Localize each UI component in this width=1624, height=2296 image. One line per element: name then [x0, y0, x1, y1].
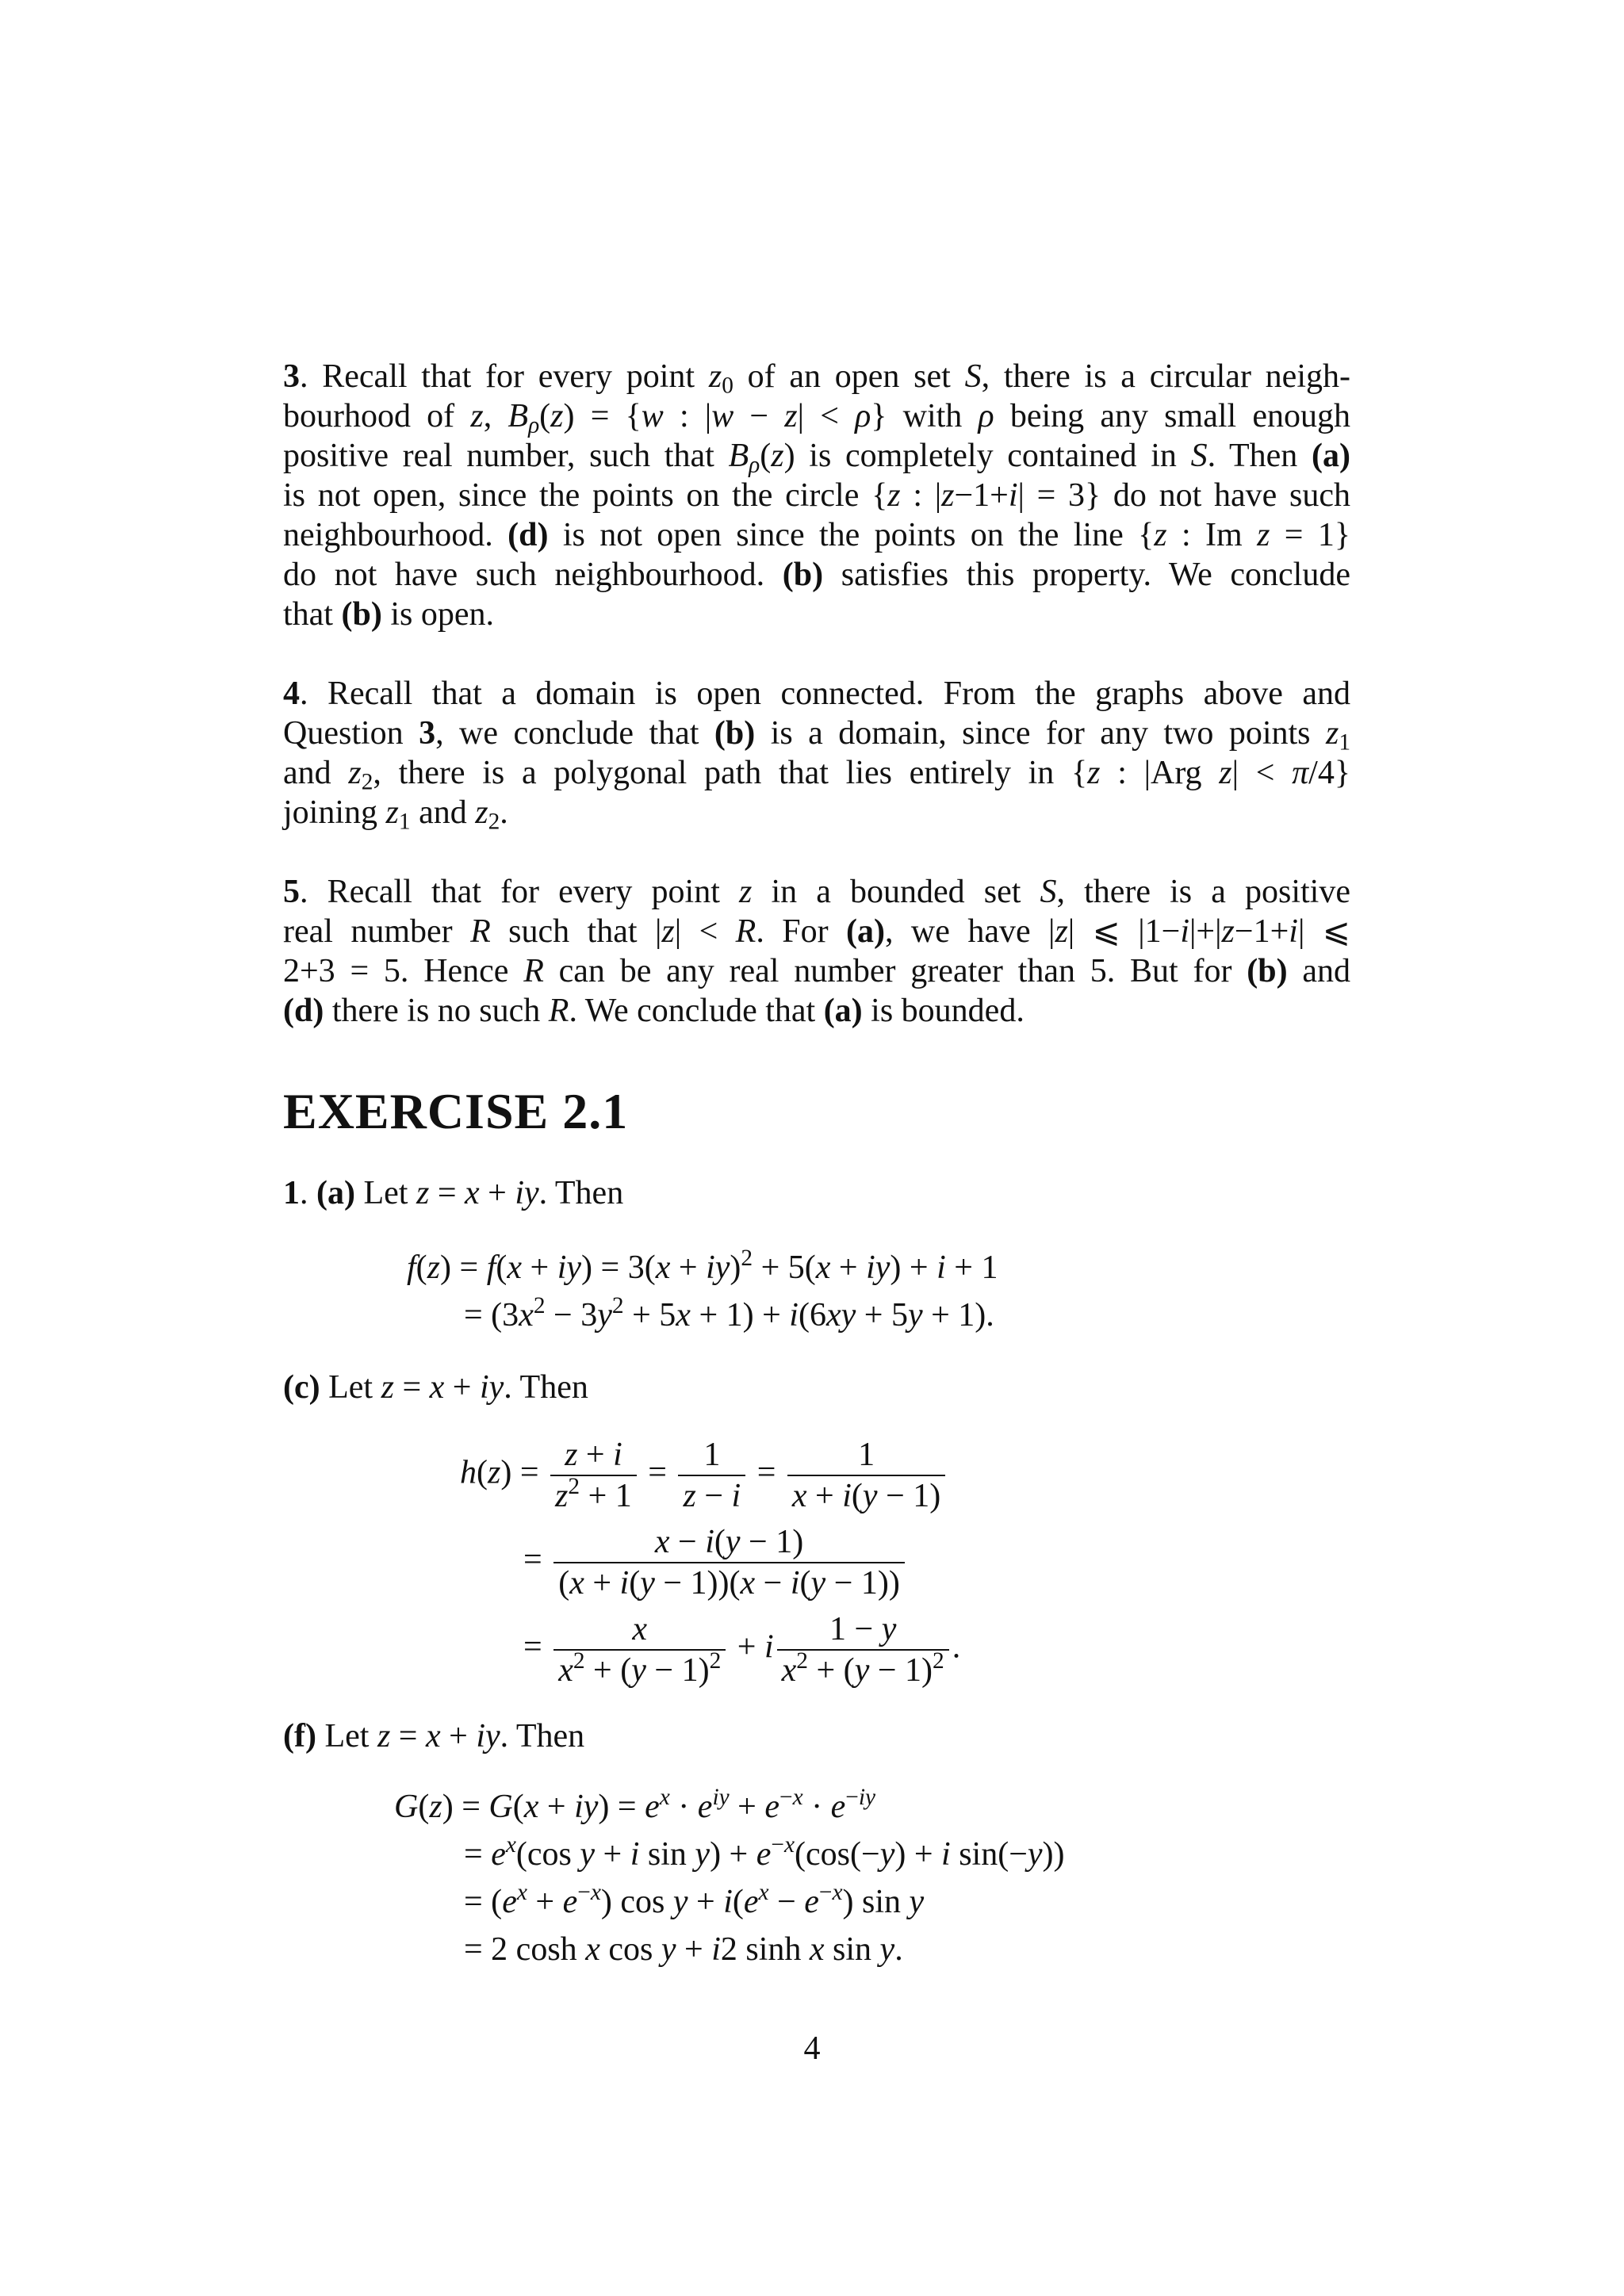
answer-4-line-4: joining $z_1$ and $z_2$.	[283, 794, 508, 835]
answer-3-number: 3	[283, 358, 300, 395]
answer-3-line-6: do not have such neighbourhood. (b) satisfies this property. We conclude	[283, 557, 1350, 593]
answer-5-line-4: (d) there is no such R. We conclude that (a) is bounded.	[283, 993, 1025, 1029]
exercise-1c-label: (c) Let z = x + iy. Then	[283, 1369, 588, 1406]
section-heading: EXERCISE 2.1	[283, 1083, 629, 1139]
fraction-5: $\frac{x}{x^2 + (y - 1)^2}$	[553, 1609, 726, 1690]
answer-4-line-3: and $z_2$, there is a polygonal path that lies entirely in {z : |Arg z| < π/4}	[283, 755, 1350, 795]
exercise-1c-equation-line-2: = $\frac{x - i(y - 1)}{(x + i(y - 1))(x - i(y - 1))}$	[523, 1522, 908, 1603]
exercise-1f-equation-line-4: = 2 cosh x cos y + i2 sinh x sin y.	[464, 1931, 903, 1968]
answer-3-line-3: positive real number, such that $B_\rho(z)$ is completely contained in S. Then (a)	[283, 438, 1350, 478]
exercise-1c-equation-line-3: = $\frac{x}{x^2 + (y - 1)^2}$ + i $\frac{1 - y}{x^2 + (y - 1)^2}$ .	[523, 1611, 961, 1689]
exercise-1a-equation-line-1: f(z) = f(x + iy) = 3(x + iy)$^2$ + 5(x + iy) + i + 1	[407, 1245, 998, 1286]
answer-3	[283, 357, 1350, 634]
fraction-3: $\frac{1}{x + i(y - 1)}$	[787, 1435, 945, 1516]
answer-5-number: 5	[283, 874, 300, 910]
answer-5-line-1: 5. Recall that for every point z in a bounded set S, there is a positive	[283, 874, 1350, 910]
answer-3-line-1: 3. Recall that for every point $z_0$ of an open set S, there is a circular neigh-	[283, 358, 1350, 399]
page-number: 4	[803, 2030, 821, 2067]
exercise-1f-equation-line-2: = $e^x(\cos$ y + i $\sin y) + e^{-x}(\cos(-y) + i$ sin(−y))	[464, 1831, 1065, 1873]
answer-3-line-2: bourhood of z, $B_\rho(z) = \{w$ : |w − z| < ρ} with ρ being any small enough	[283, 398, 1351, 438]
exercise-1f-equation-line-3: = $(e^x + e^{-x})$ $\cos y + i(e^x - e^{-x})$ sin y	[464, 1879, 925, 1920]
answer-4-line-2: Question 3, we conclude that (b) is a domain, since for any two points $z_1$	[283, 715, 1351, 756]
fraction-4: $\frac{x - i(y - 1)}{(x + i(y - 1))(x - i(y - 1))}$	[553, 1522, 905, 1603]
exercise-1f-label: (f) Let z = x + iy. Then	[283, 1718, 585, 1755]
answer-4-number: 4	[283, 675, 300, 712]
exercise-1c-equation-line-1: h(z) = $\frac{z + i}{z^2 + 1}$ = $\frac{1}{z - i}$ = $\frac{1}{x + i(y - 1)}$	[460, 1435, 948, 1516]
answer-4	[283, 674, 1351, 835]
fraction-6: $\frac{1 - y}{x^2 + (y - 1)^2}$	[777, 1609, 949, 1690]
answer-5	[283, 872, 1350, 1031]
answer-3-line-4: is not open, since the points on the circle {z : |z−1+i| = 3} do not have such	[283, 477, 1350, 514]
answer-5-line-2: real number R such that |z| < R. For (a), we have |z| ⩽ |1−i|+|z−1+i| ⩽	[283, 913, 1350, 950]
answer-3-line-5: neighbourhood. (d) is not open since the points on the line {z : Im z = 1}	[283, 517, 1351, 553]
fraction-2: $\frac{1}{z - i}$	[678, 1435, 745, 1516]
answer-5-line-3: 2+3 = 5. Hence R can be any real number greater than 5. But for (b) and	[283, 953, 1350, 989]
answer-3-line-7: that (b) is open.	[283, 596, 494, 633]
exercise-1a-equation-line-2: = $(3x^2 - 3y^2 + 5x + 1) + i(6xy + 5y + 1)$.	[464, 1292, 994, 1334]
exercise-1f-equation-line-1: $G(z) = G(x + iy) = e^x \cdot e^{iy} + e^{-x} \cdot e^{-iy}$	[394, 1784, 876, 1825]
answer-4-line-1: 4. Recall that a domain is open connected. From the graphs above and	[283, 675, 1350, 712]
fraction-1: $\frac{z + i}{z^2 + 1}$	[550, 1435, 637, 1516]
exercise-1a-label: 1. (a) Let z = x + iy. Then	[283, 1175, 624, 1211]
